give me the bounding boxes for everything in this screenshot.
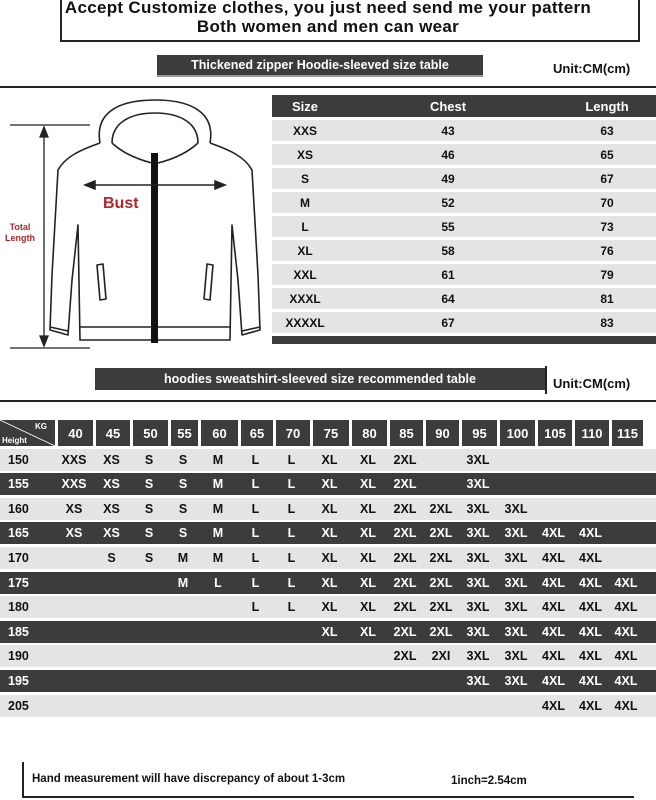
- chest-cell: 67: [441, 315, 455, 330]
- table-row: [0, 572, 656, 594]
- weight-header-cell: 90: [423, 420, 459, 446]
- table-row: [0, 473, 656, 495]
- table-row: [272, 168, 656, 189]
- recommend-table-header: [0, 420, 656, 446]
- size-recommend-cell: 3XL: [466, 526, 490, 541]
- size-recommend-cell: XL: [321, 526, 338, 541]
- size-recommend-cell: XL: [321, 501, 338, 516]
- size-recommend-cell: M: [177, 550, 189, 565]
- size-cell: L: [301, 219, 309, 234]
- height-cell: 160: [8, 501, 29, 516]
- table-row: [272, 216, 656, 237]
- size-recommend-cell: XS: [65, 501, 83, 516]
- size-cell: XXS: [292, 123, 317, 138]
- height-cell: 180: [8, 600, 29, 615]
- size-recommend-cell: M: [212, 477, 224, 492]
- size-recommend-cell: 3XL: [466, 501, 490, 516]
- size-recommend-cell: XS: [65, 526, 83, 541]
- size-recommend-cell: S: [144, 452, 154, 467]
- size-recommend-cell: L: [251, 575, 260, 590]
- size-recommend-cell: 4XL: [614, 624, 638, 639]
- size-recommend-cell: 4XL: [542, 673, 565, 688]
- size-recommend-cell: L: [287, 501, 296, 516]
- weight-header-cell: 60: [198, 420, 238, 446]
- size-recommend-cell: 2XL: [393, 477, 417, 492]
- size-recommend-cell: 4XL: [614, 575, 638, 590]
- size-recommend-cell: XS: [103, 477, 120, 492]
- size-recommend-cell: L: [287, 452, 296, 467]
- size-recommend-cell: 4XL: [614, 649, 638, 664]
- size-recommend-cell: 2XL: [393, 624, 417, 639]
- size-recommend-cell: 4XL: [579, 673, 602, 688]
- size-table-header: [272, 95, 656, 117]
- weight-header-cell: 40: [55, 420, 93, 446]
- size-recommend-cell: L: [287, 477, 296, 492]
- weight-header-cell: 55: [168, 420, 198, 446]
- size-recommend-cell: 4XL: [579, 698, 602, 713]
- size-recommend-cell: 4XL: [614, 600, 638, 615]
- size-recommend-cell: S: [144, 501, 154, 516]
- length-cell: 76: [600, 243, 614, 258]
- size-recommend-cell: 4XL: [579, 649, 602, 664]
- size-cell: XL: [297, 243, 313, 258]
- bust-label: Bust: [103, 195, 139, 212]
- size-recommend-cell: XL: [321, 575, 338, 590]
- size-recommend-cell: L: [251, 600, 260, 615]
- size-recommend-cell: XL: [360, 452, 376, 467]
- weight-header-cell: 85: [387, 420, 423, 446]
- length-cell: 70: [600, 195, 614, 210]
- size-table-banner: Thickened zipper Hoodie-sleeved size table: [157, 55, 483, 77]
- size-recommend-cell: XL: [360, 477, 376, 492]
- size-recommend-cell: XL: [321, 550, 338, 565]
- divider-2: [0, 400, 656, 402]
- size-recommend-cell: XL: [360, 575, 376, 590]
- size-recommend-cell: L: [287, 526, 296, 541]
- recommend-table: [0, 420, 656, 717]
- header-length: Length: [585, 98, 629, 114]
- size-recommend-cell: 4XL: [579, 550, 602, 565]
- size-recommend-cell: XL: [360, 624, 376, 639]
- length-cell: 81: [600, 291, 614, 306]
- size-recommend-cell: 4XL: [579, 526, 602, 541]
- size-recommend-cell: 4XL: [542, 624, 565, 639]
- height-cell: 175: [8, 575, 29, 590]
- inch-conversion: 1inch=2.54cm: [451, 775, 527, 787]
- size-recommend-cell: L: [214, 575, 222, 590]
- weight-header-cell: 95: [459, 420, 497, 446]
- table-row: [272, 192, 656, 213]
- size-recommend-cell: 3XL: [466, 452, 490, 467]
- size-recommend-cell: 4XL: [542, 698, 565, 713]
- size-cell: XXL: [293, 267, 317, 282]
- table-row: [272, 264, 656, 285]
- size-recommend-cell: L: [251, 550, 260, 565]
- weight-header-cell: 105: [535, 420, 572, 446]
- size-recommend-cell: 3XL: [504, 501, 528, 516]
- weight-header-cell: 45: [93, 420, 130, 446]
- size-cell: S: [300, 171, 309, 186]
- size-recommend-cell: XS: [103, 526, 120, 541]
- size-recommend-cell: XL: [360, 550, 376, 565]
- height-cell: 170: [8, 550, 29, 565]
- size-recommend-cell: S: [144, 477, 154, 492]
- size-recommend-cell: S: [178, 526, 188, 541]
- length-cell: 63: [600, 123, 614, 138]
- chest-cell: 64: [441, 291, 455, 306]
- weight-header-cell: 110: [572, 420, 609, 446]
- size-recommend-cell: S: [144, 526, 154, 541]
- table-row: [0, 695, 656, 717]
- size-recommend-cell: 3XL: [504, 575, 528, 590]
- size-recommend-cell: 4XL: [542, 600, 565, 615]
- weight-header-cell: 80: [349, 420, 387, 446]
- size-recommend-cell: M: [212, 550, 224, 565]
- size-recommend-cell: 2XL: [393, 526, 417, 541]
- size-recommend-cell: XL: [360, 600, 376, 615]
- size-recommend-cell: 3XL: [504, 649, 528, 664]
- table-row: [0, 645, 656, 667]
- size-recommend-cell: L: [251, 477, 260, 492]
- size-recommend-cell: M: [212, 526, 224, 541]
- header-size: Size: [291, 98, 318, 114]
- table-corner: [0, 420, 55, 446]
- corner-height-label: Height: [2, 436, 27, 445]
- table-row: [0, 547, 656, 569]
- size-recommend-cell: M: [177, 575, 189, 590]
- measurement-note: Hand measurement will have discrepancy of about 1-3cm: [32, 773, 346, 785]
- size-recommend-cell: XL: [321, 452, 338, 467]
- chest-cell: 49: [441, 171, 455, 186]
- size-recommend-cell: 2XL: [429, 550, 453, 565]
- header-line-1: Accept Customize clothes, you just need send me your pattern: [64, 0, 592, 17]
- length-cell: 79: [600, 267, 614, 282]
- table-row: [0, 522, 656, 544]
- size-recommend-cell: L: [287, 600, 296, 615]
- size-recommend-cell: 2XL: [393, 649, 417, 664]
- size-recommend-cell: XL: [321, 624, 338, 639]
- height-cell: 165: [8, 526, 29, 541]
- size-recommend-cell: 4XL: [542, 575, 565, 590]
- size-recommend-cell: M: [212, 501, 224, 516]
- size-recommend-cell: 4XL: [579, 575, 602, 590]
- size-recommend-cell: 3XL: [504, 526, 528, 541]
- length-cell: 67: [600, 171, 614, 186]
- size-cell: XXXL: [289, 291, 321, 306]
- chest-cell: 58: [441, 243, 455, 258]
- corner-kg-label: KG: [35, 422, 47, 431]
- size-table-footer-bar: [272, 336, 656, 344]
- size-recommend-cell: 3XL: [466, 477, 490, 492]
- size-cell: M: [300, 195, 310, 210]
- header-line-2: Both women and men can wear: [196, 17, 460, 36]
- size-recommend-cell: 3XL: [504, 624, 528, 639]
- size-recommend-cell: 2XL: [429, 600, 453, 615]
- size-recommend-cell: 3XL: [466, 575, 490, 590]
- size-recommend-cell: 2XL: [429, 526, 453, 541]
- size-recommend-cell: XXS: [61, 477, 87, 492]
- size-recommend-cell: XL: [360, 526, 376, 541]
- size-recommend-cell: 3XL: [466, 600, 490, 615]
- size-recommend-cell: L: [251, 501, 260, 516]
- height-cell: 155: [8, 477, 29, 492]
- height-cell: 195: [8, 673, 29, 688]
- size-recommend-cell: XL: [360, 501, 376, 516]
- divider: [0, 86, 656, 88]
- length-cell: 83: [600, 315, 614, 330]
- height-cell: 205: [8, 698, 29, 713]
- header-chest: Chest: [429, 98, 467, 114]
- chest-cell: 52: [441, 195, 455, 210]
- unit-label-2: Unit:CM(cm): [553, 376, 631, 391]
- size-recommend-cell: 2XL: [429, 624, 453, 639]
- table-row: [272, 288, 656, 309]
- size-recommend-cell: 2XI: [431, 649, 451, 664]
- size-cell: XXXXL: [285, 315, 325, 330]
- size-recommend-cell: 4XL: [542, 550, 565, 565]
- size-recommend-cell: 2XL: [393, 550, 417, 565]
- size-recommend-cell: 2XL: [393, 501, 417, 516]
- weight-header-cell: 70: [273, 420, 310, 446]
- table-row: [0, 621, 656, 643]
- table-row: [272, 120, 656, 141]
- size-recommend-cell: 3XL: [466, 649, 490, 664]
- unit-label: Unit:CM(cm): [553, 61, 631, 76]
- size-recommend-cell: XS: [103, 452, 120, 467]
- size-recommend-cell: 4XL: [542, 526, 565, 541]
- table-row: [272, 144, 656, 165]
- size-recommend-cell: S: [178, 501, 188, 516]
- chest-cell: 61: [441, 267, 455, 282]
- size-recommend-cell: L: [287, 575, 296, 590]
- length-cell: 73: [600, 219, 614, 234]
- size-recommend-cell: L: [251, 452, 260, 467]
- size-recommend-cell: XS: [103, 501, 120, 516]
- banner-divider: [545, 366, 547, 394]
- weight-header-cell: 65: [238, 420, 273, 446]
- hoodie-outline-icon: [0, 95, 270, 360]
- size-recommend-cell: 2XL: [393, 575, 417, 590]
- size-recommend-cell: 2XL: [393, 600, 417, 615]
- length-cell: 65: [600, 147, 614, 162]
- total-length-label: Total Length: [5, 222, 35, 243]
- recommend-table-banner: hoodies sweatshirt-sleeved size recommended table: [95, 368, 545, 390]
- chest-cell: 55: [441, 219, 455, 234]
- table-row: [272, 240, 656, 261]
- size-recommend-cell: L: [287, 550, 296, 565]
- size-recommend-cell: S: [144, 550, 154, 565]
- size-recommend-cell: 4XL: [542, 649, 565, 664]
- size-recommend-cell: 3XL: [466, 550, 490, 565]
- size-table: [272, 95, 656, 344]
- chest-cell: 43: [441, 123, 455, 138]
- size-recommend-cell: XL: [321, 600, 338, 615]
- size-recommend-cell: 2XL: [429, 501, 453, 516]
- table-row: [272, 312, 656, 333]
- chest-cell: 46: [441, 147, 455, 162]
- size-recommend-cell: M: [212, 452, 224, 467]
- weight-header-cell: 50: [130, 420, 168, 446]
- weight-header-cell: 75: [310, 420, 349, 446]
- size-recommend-cell: 3XL: [504, 673, 528, 688]
- size-recommend-cell: 3XL: [504, 600, 528, 615]
- size-recommend-cell: S: [178, 452, 188, 467]
- table-row: [0, 449, 656, 471]
- height-cell: 190: [8, 649, 29, 664]
- size-recommend-cell: 4XL: [614, 698, 638, 713]
- size-recommend-cell: S: [107, 550, 116, 565]
- size-recommend-cell: L: [251, 526, 260, 541]
- height-cell: 185: [8, 624, 29, 639]
- weight-header-cell: 100: [497, 420, 535, 446]
- size-recommend-cell: 2XL: [429, 575, 453, 590]
- size-recommend-cell: 3XL: [504, 550, 528, 565]
- height-cell: 150: [8, 452, 29, 467]
- size-recommend-cell: 4XL: [614, 673, 638, 688]
- size-recommend-cell: S: [178, 477, 188, 492]
- size-cell: XS: [296, 147, 313, 162]
- size-recommend-cell: XL: [321, 477, 338, 492]
- size-recommend-cell: 4XL: [579, 600, 602, 615]
- table-row: [0, 596, 656, 618]
- table-row: [0, 498, 656, 520]
- table-row: [0, 670, 656, 692]
- size-recommend-cell: 3XL: [466, 673, 490, 688]
- weight-header-cell: 115: [609, 420, 643, 446]
- size-recommend-cell: 3XL: [466, 624, 490, 639]
- size-recommend-cell: XXS: [61, 452, 87, 467]
- size-recommend-cell: 2XL: [393, 452, 417, 467]
- size-recommend-cell: 4XL: [579, 624, 602, 639]
